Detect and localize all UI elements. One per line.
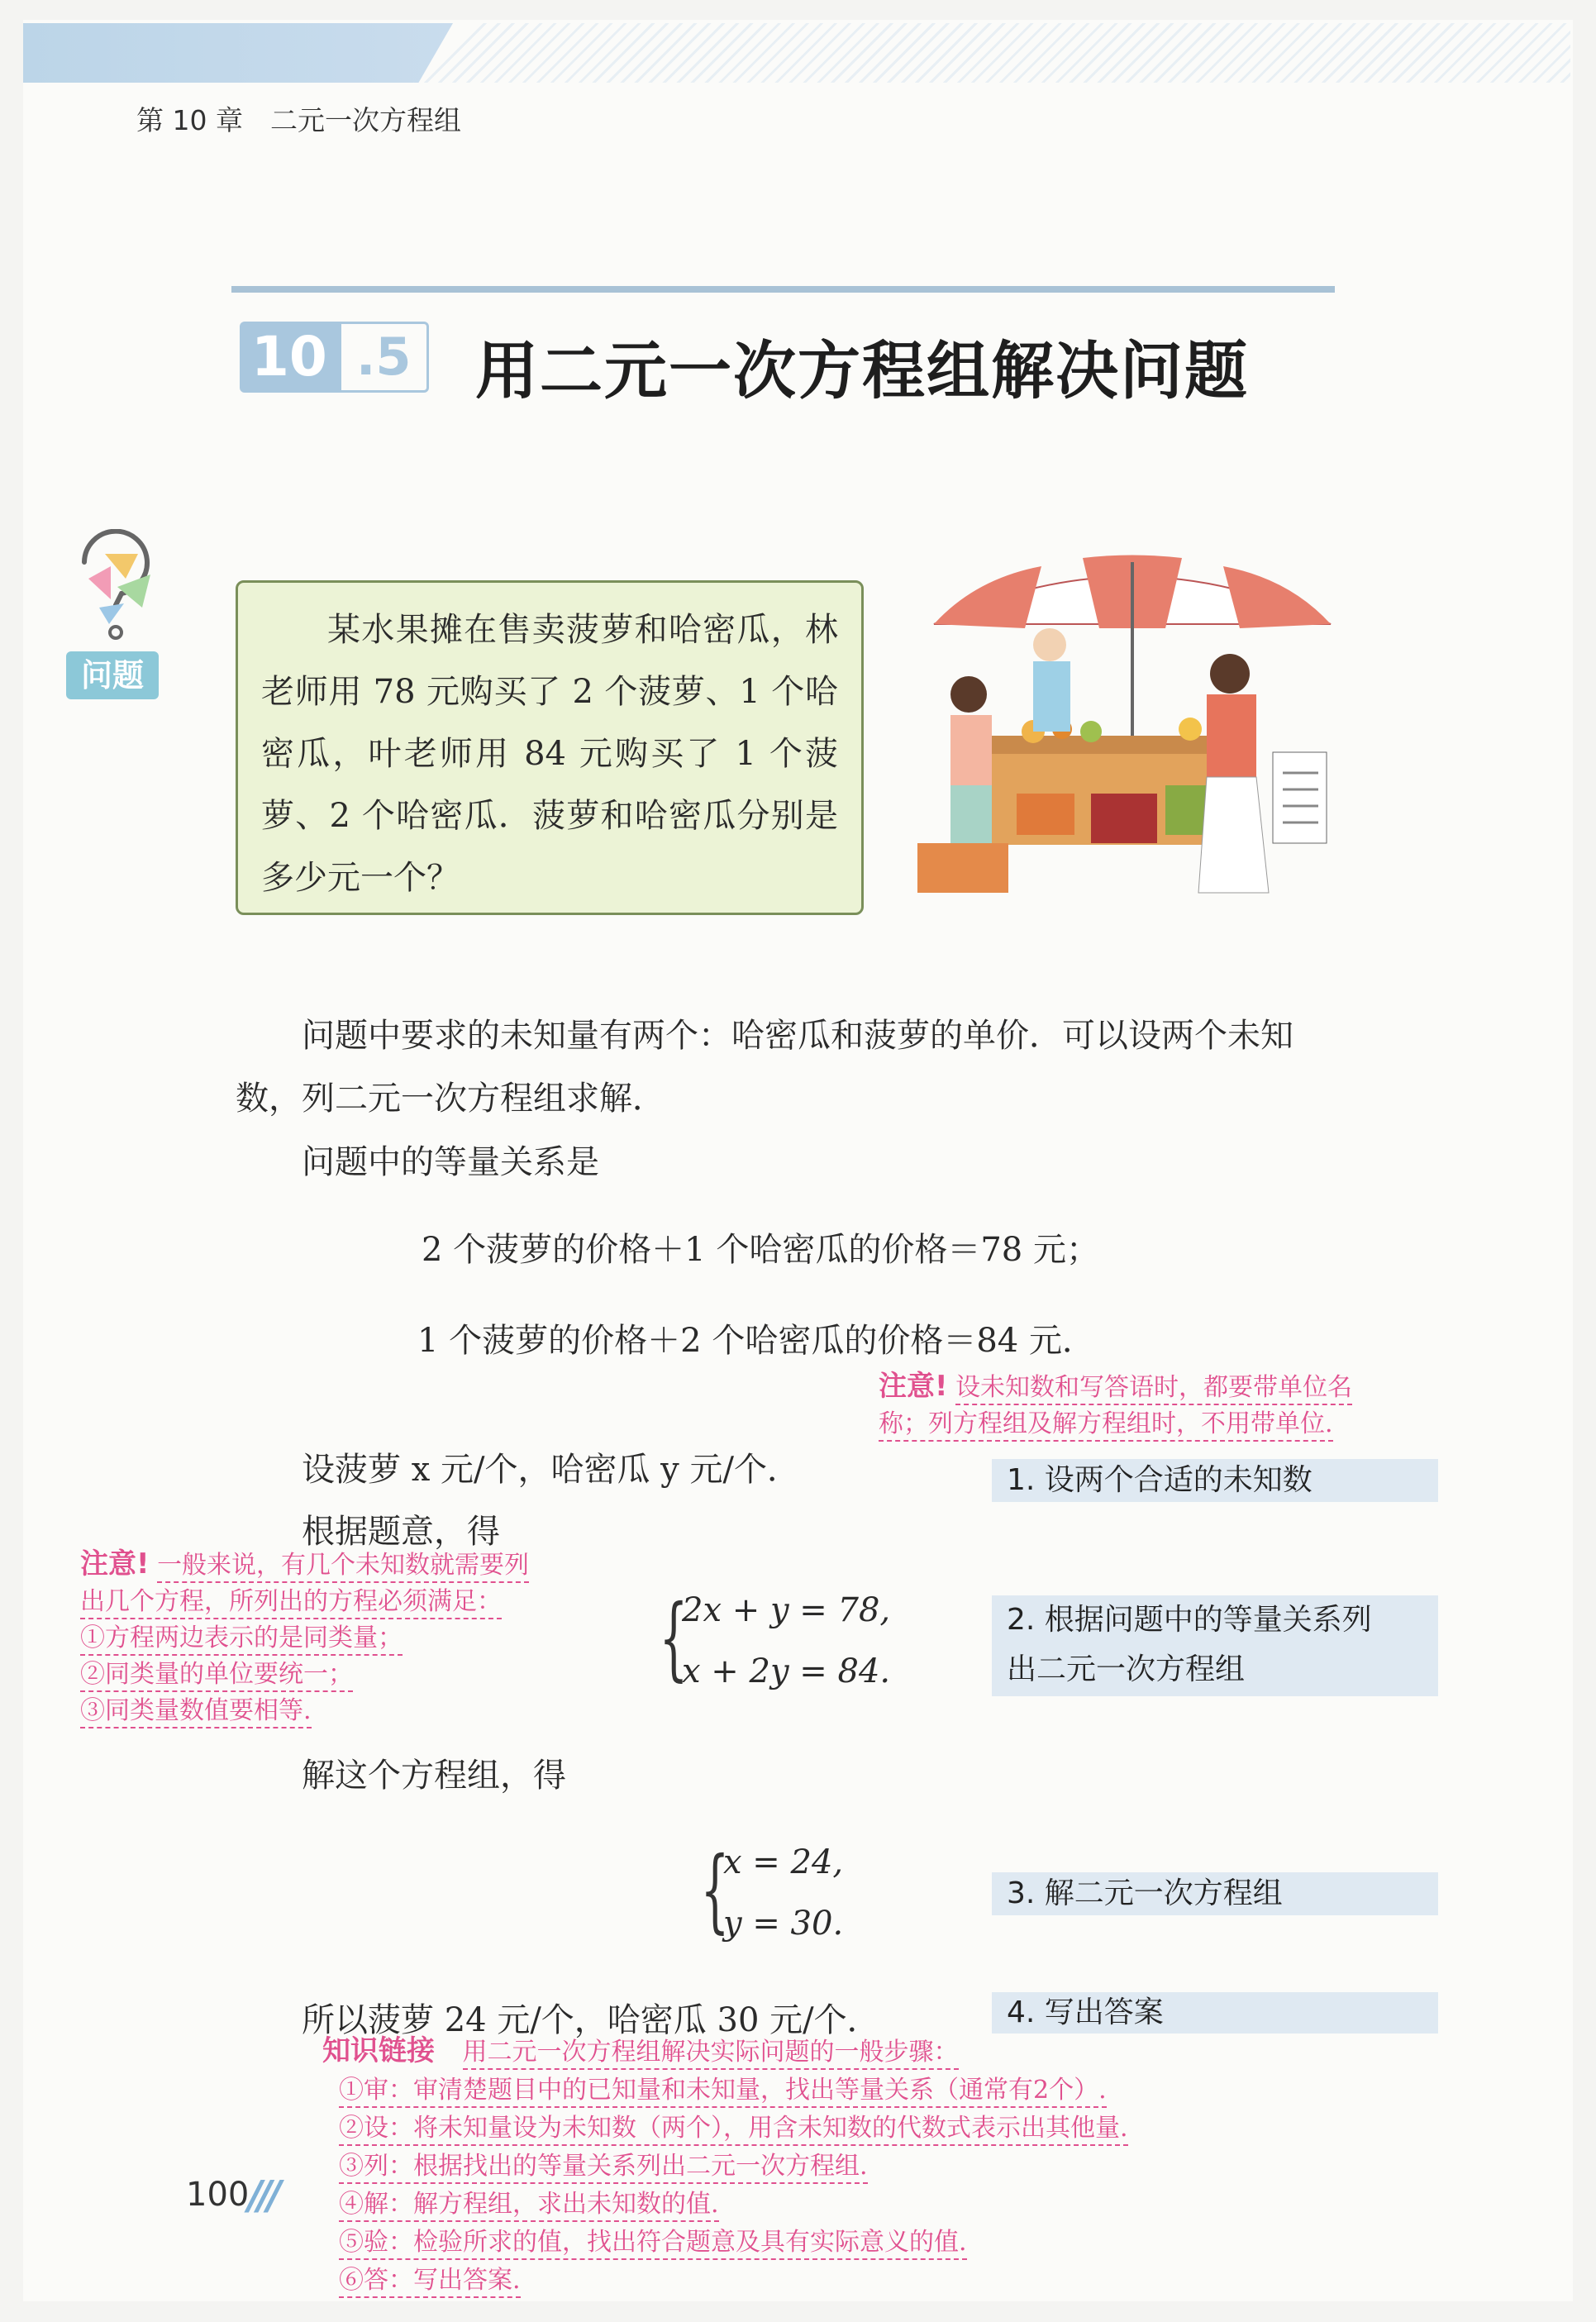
note-equations-line4: ②同类量的单位要统一； xyxy=(80,1660,353,1692)
brace-symbol: { xyxy=(659,1585,688,1690)
solution-x: x = 24, xyxy=(723,1843,844,1881)
page-number: 100 xyxy=(186,2176,250,2214)
problem-text: 某水果摊在售卖菠萝和哈密瓜，林老师用 78 元购买了 2 个菠萝、1 个哈密瓜，叶老师用 84 元购买了 1 个菠萝、2 个哈密瓜．菠萝和哈密瓜分别是多少元一个？ xyxy=(261,611,838,897)
note-equations-line3: ①方程两边表示的是同类量； xyxy=(80,1623,403,1656)
knowledge-link-step-2: ②设：将未知量设为未知数（两个），用含未知数的代数式表示出其他量. xyxy=(339,2114,1128,2146)
paragraph-solve: 解这个方程组，得 xyxy=(302,1757,566,1795)
paragraph-set-unknowns: 设菠萝 x 元/个，哈密瓜 y 元/个． xyxy=(302,1451,800,1489)
paragraph-relations-intro: 问题中的等量关系是 xyxy=(302,1143,599,1181)
problem-label: 问题 xyxy=(66,651,159,699)
paragraph-by-problem: 根据题意，得 xyxy=(302,1513,500,1551)
problem-box xyxy=(236,580,864,915)
knowledge-link-step-4: ④解：解方程组，求出未知数的值. xyxy=(339,2190,719,2222)
note-equations-line5: ③同类量数值要相等. xyxy=(80,1696,312,1728)
note-equations-line2: 出几个方程，所列出的方程必须满足： xyxy=(80,1587,502,1619)
knowledge-link-step-3: ③列：根据找出的等量关系列出二元一次方程组. xyxy=(339,2152,868,2184)
knowledge-link-step-6: ⑥答：写出答案. xyxy=(339,2266,521,2298)
section-number xyxy=(240,321,429,393)
note-units-line2: 称；列方程组及解方程组时，不用带单位. xyxy=(879,1409,1333,1442)
note-equations-line1: 一般来说，有几个未知数就需要列 xyxy=(157,1551,529,1583)
knowledge-link-tag: 知识链接 xyxy=(322,2034,435,2067)
note-units-tag: 注意! xyxy=(879,1370,948,1403)
knowledge-link xyxy=(322,2032,1397,2300)
brace-symbol: { xyxy=(700,1837,730,1943)
solution-y: y = 30. xyxy=(723,1905,844,1943)
note-equations xyxy=(80,1546,659,1729)
paragraph-unknowns: 问题中要求的未知量有两个：哈密瓜和菠萝的单价．可以设两个未知数，列二元一次方程组求解． xyxy=(236,1017,1293,1118)
header-banner xyxy=(23,23,453,83)
section-number-major: 10 xyxy=(240,322,339,393)
section-number-minor: .5 xyxy=(339,322,429,393)
knowledge-link-step-1: ①审：审清楚题目中的已知量和未知量，找出等量关系（通常有2个）. xyxy=(339,2076,1107,2108)
step-2 xyxy=(992,1595,1438,1696)
relation-1: 2 个菠萝的价格＋1 个哈密瓜的价格＝78 元； xyxy=(422,1231,1099,1269)
fruit-stall-illustration xyxy=(917,546,1347,942)
step-4: 4. 写出答案 xyxy=(992,1992,1438,2034)
chapter-heading: 第 10 章 二元一次方程组 xyxy=(136,104,461,136)
page-slashes-decoration: /// xyxy=(248,2172,277,2219)
step-3: 3. 解二元一次方程组 xyxy=(992,1872,1438,1915)
knowledge-link-intro: 用二元一次方程组解决实际问题的一般步骤： xyxy=(463,2038,959,2070)
relation-2: 1 个菠萝的价格＋2 个哈密瓜的价格＝84 元． xyxy=(417,1322,1095,1360)
knowledge-link-step-5: ⑤验：检验所求的值，找出符合题意及具有实际意义的值. xyxy=(339,2228,967,2260)
question-mark-icon xyxy=(60,529,167,645)
header-banner-stripes xyxy=(413,23,1570,83)
step-1: 1. 设两个合适的未知数 xyxy=(992,1459,1438,1502)
title-rule xyxy=(231,286,1335,293)
equation-1: 2x + y = 78, xyxy=(682,1591,891,1629)
note-units xyxy=(879,1368,1474,1442)
paragraph-answer: 所以菠萝 24 元/个，哈密瓜 30 元/个． xyxy=(302,2001,880,2039)
note-equations-tag: 注意! xyxy=(80,1547,150,1581)
step-2-line1: 2. 根据问题中的等量关系列 xyxy=(1007,1603,1372,1637)
section-title: 用二元一次方程组解决问题 xyxy=(475,334,1249,408)
equation-2: x + 2y = 84. xyxy=(682,1652,891,1690)
note-units-line1: 设未知数和写答语时，都要带单位名 xyxy=(955,1373,1352,1405)
step-2-line2: 出二元一次方程组 xyxy=(1007,1652,1246,1686)
